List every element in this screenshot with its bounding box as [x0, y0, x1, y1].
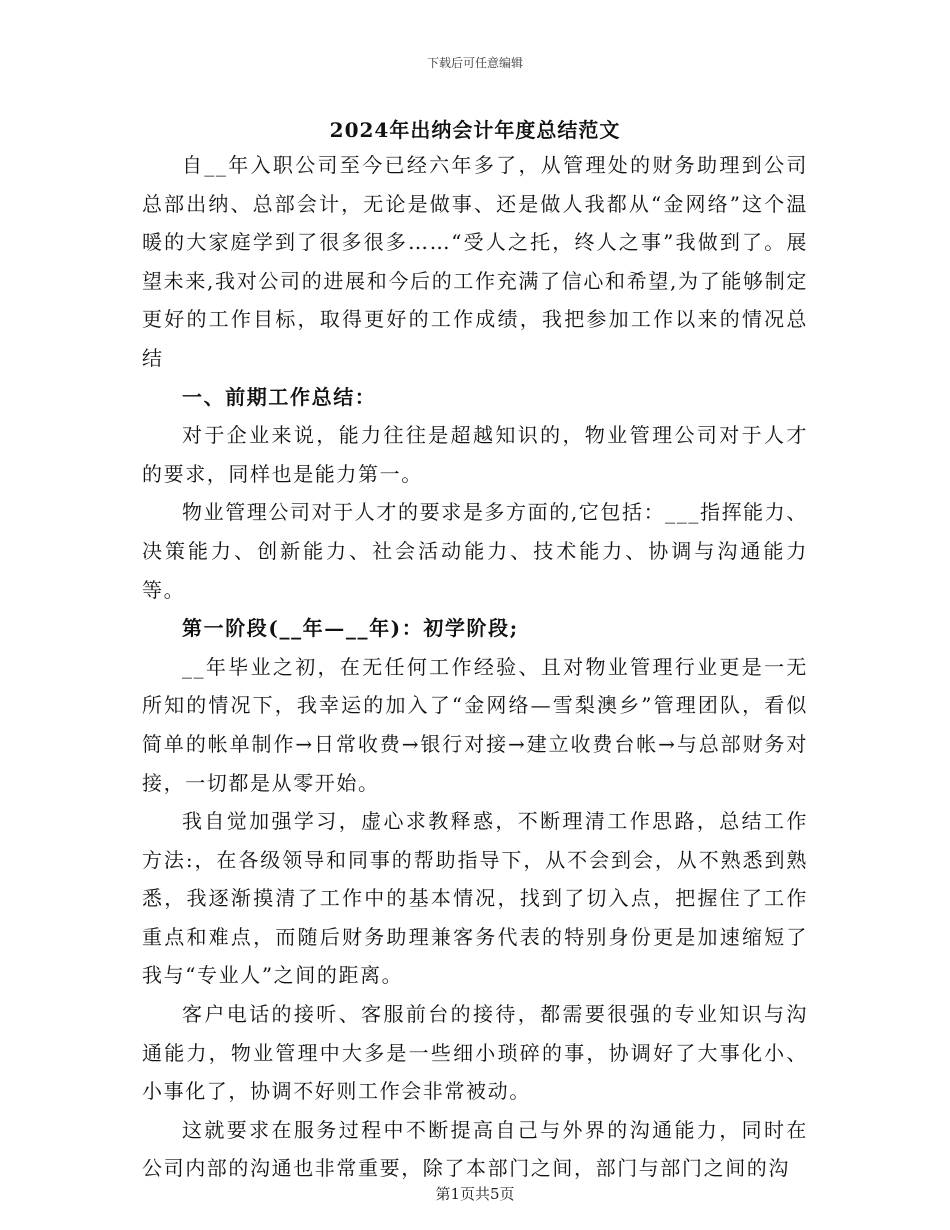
stage-heading: 第一阶段(__年—__年)：初学阶段;: [182, 616, 519, 641]
section-heading: 一、前期工作总结：: [182, 384, 377, 409]
paragraph: 客户电话的接听、客服前台的接待，都需要很强的专业知识与沟通能力，物业管理中大多是一些细小琐碎的事，协调好了大事化小、小事化了，协调不好则工作会非常被动。: [142, 1002, 808, 1104]
paragraph: 物业管理公司对于人才的要求是多方面的,它包括：___指挥能力、决策能力、创新能力、社会活动能力、技术能力、协调与沟通能力等。: [142, 500, 808, 602]
paragraph: 这就要求在服务过程中不断提高自己与外界的沟通能力，同时在公司内部的沟通也非常重要，除了本部门之间，部门与部门之间的沟: [142, 1117, 808, 1181]
paragraph: __年毕业之初，在无任何工作经验、且对物业管理行业更是一无所知的情况下，我幸运的加入了“金网络—雪梨澳乡”管理团队，看似简单的帐单制作→日常收费→银行对接→建立收费台帐→与总部财务对接，一切都是从零开始。: [142, 654, 808, 795]
paragraph-intro: 自__年入职公司至今已经六年多了，从管理处的财务助理到公司总部出纳、总部会计，无论是做事、还是做人我都从“金网络”这个温暖的大家庭学到了很多很多……“受人之托，终人之事”我做到了。展望未来,我对公司的进展和今后的工作充满了信心和希望,为了能够制定更好的工作目标，取得更好的工作成绩，我把参加工作以来的情况总结: [142, 153, 808, 370]
document-body: [142, 146, 808, 1188]
page-footer: 第1页共5页: [435, 1185, 515, 1203]
paragraph: 我自觉加强学习，虚心求教释惑，不断理清工作思路，总结工作方法:，在各级领导和同事的帮助指导下，从不会到会，从不熟悉到熟悉，我逐渐摸清了工作中的基本情况，找到了切入点，把握住了工作重点和难点，而随后财务助理兼客务代表的特别身份更是加速缩短了我与“专业人”之间的距离。: [142, 809, 808, 988]
document-title: 2024年出纳会计年度总结范文: [329, 118, 621, 142]
page-header: 下载后可任意编辑: [426, 56, 523, 70]
paragraph: 对于企业来说，能力往往是超越知识的，物业管理公司对于人才的要求，同样也是能力第一。: [142, 423, 808, 486]
